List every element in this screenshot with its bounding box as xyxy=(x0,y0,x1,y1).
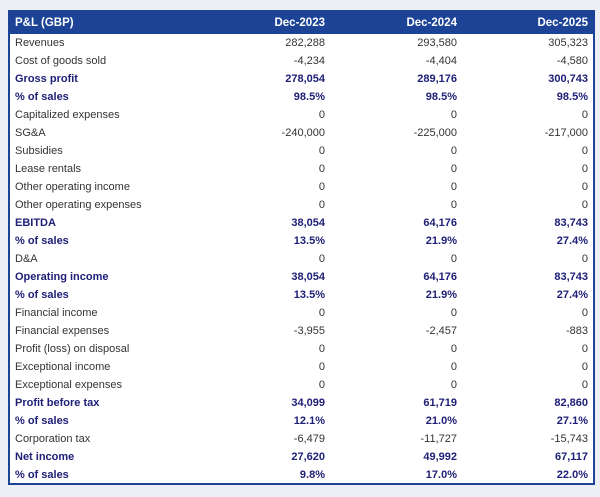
cell-value: 0 xyxy=(198,358,330,376)
cell-value: -15,743 xyxy=(462,430,594,448)
row-label: D&A xyxy=(9,250,198,268)
cell-value: 21.0% xyxy=(330,412,462,430)
cell-value: -3,955 xyxy=(198,322,330,340)
table-row xyxy=(9,160,594,178)
table-row xyxy=(9,178,594,196)
header-col-dec-2025: Dec-2025 xyxy=(462,11,594,34)
cell-value: 64,176 xyxy=(330,268,462,286)
table-row xyxy=(9,34,594,52)
pnl-table xyxy=(8,10,595,485)
row-label: EBITDA xyxy=(9,214,198,232)
cell-value: 38,054 xyxy=(198,214,330,232)
cell-value: 0 xyxy=(198,160,330,178)
table-row xyxy=(9,412,594,430)
cell-value: 0 xyxy=(462,106,594,124)
header-row xyxy=(9,11,594,34)
cell-value: 305,323 xyxy=(462,34,594,52)
cell-value: 0 xyxy=(330,196,462,214)
cell-value: -4,234 xyxy=(198,52,330,70)
cell-value: 0 xyxy=(330,142,462,160)
cell-value: 0 xyxy=(462,304,594,322)
cell-value: 21.9% xyxy=(330,232,462,250)
row-label: % of sales xyxy=(9,286,198,304)
cell-value: 0 xyxy=(198,340,330,358)
table-row xyxy=(9,124,594,142)
cell-value: 0 xyxy=(198,250,330,268)
table-row xyxy=(9,322,594,340)
table-row xyxy=(9,286,594,304)
cell-value: 0 xyxy=(330,376,462,394)
cell-value: 64,176 xyxy=(330,214,462,232)
row-label: Subsidies xyxy=(9,142,198,160)
cell-value: 9.8% xyxy=(198,466,330,484)
table-row xyxy=(9,304,594,322)
cell-value: 12.1% xyxy=(198,412,330,430)
cell-value: -217,000 xyxy=(462,124,594,142)
cell-value: -225,000 xyxy=(330,124,462,142)
cell-value: 300,743 xyxy=(462,70,594,88)
cell-value: 282,288 xyxy=(198,34,330,52)
table-row xyxy=(9,106,594,124)
cell-value: 0 xyxy=(198,376,330,394)
cell-value: -6,479 xyxy=(198,430,330,448)
cell-value: 49,992 xyxy=(330,448,462,466)
cell-value: 0 xyxy=(462,142,594,160)
cell-value: 0 xyxy=(462,250,594,268)
table-row xyxy=(9,232,594,250)
cell-value: 98.5% xyxy=(462,88,594,106)
cell-value: 98.5% xyxy=(330,88,462,106)
table-row xyxy=(9,466,594,484)
cell-value: 278,054 xyxy=(198,70,330,88)
cell-value: 13.5% xyxy=(198,232,330,250)
row-label: Exceptional expenses xyxy=(9,376,198,394)
row-label: % of sales xyxy=(9,466,198,484)
row-label: % of sales xyxy=(9,232,198,250)
table-row xyxy=(9,430,594,448)
row-label: Capitalized expenses xyxy=(9,106,198,124)
table-row xyxy=(9,142,594,160)
row-label: Operating income xyxy=(9,268,198,286)
row-label: SG&A xyxy=(9,124,198,142)
cell-value: 17.0% xyxy=(330,466,462,484)
cell-value: 0 xyxy=(198,196,330,214)
header-col-dec-2024: Dec-2024 xyxy=(330,11,462,34)
cell-value: 0 xyxy=(462,358,594,376)
cell-value: 0 xyxy=(198,178,330,196)
cell-value: -11,727 xyxy=(330,430,462,448)
table-row xyxy=(9,52,594,70)
cell-value: 0 xyxy=(330,358,462,376)
cell-value: 67,117 xyxy=(462,448,594,466)
row-label: Other operating income xyxy=(9,178,198,196)
cell-value: 83,743 xyxy=(462,268,594,286)
cell-value: 82,860 xyxy=(462,394,594,412)
header-title: P&L (GBP) xyxy=(9,11,198,34)
cell-value: 61,719 xyxy=(330,394,462,412)
row-label: Financial expenses xyxy=(9,322,198,340)
table-row xyxy=(9,214,594,232)
table-row xyxy=(9,196,594,214)
cell-value: 289,176 xyxy=(330,70,462,88)
cell-value: 0 xyxy=(462,160,594,178)
cell-value: 13.5% xyxy=(198,286,330,304)
cell-value: 293,580 xyxy=(330,34,462,52)
table-row xyxy=(9,88,594,106)
row-label: Corporation tax xyxy=(9,430,198,448)
table-row xyxy=(9,268,594,286)
cell-value: 0 xyxy=(462,376,594,394)
table-row xyxy=(9,358,594,376)
table-header xyxy=(9,11,594,34)
row-label: Profit before tax xyxy=(9,394,198,412)
table-row xyxy=(9,448,594,466)
cell-value: 0 xyxy=(330,340,462,358)
cell-value: 0 xyxy=(462,178,594,196)
cell-value: 0 xyxy=(462,340,594,358)
row-label: Cost of goods sold xyxy=(9,52,198,70)
table-row xyxy=(9,70,594,88)
cell-value: 21.9% xyxy=(330,286,462,304)
cell-value: 0 xyxy=(330,304,462,322)
cell-value: -4,404 xyxy=(330,52,462,70)
cell-value: 0 xyxy=(198,106,330,124)
cell-value: -240,000 xyxy=(198,124,330,142)
cell-value: 22.0% xyxy=(462,466,594,484)
cell-value: 83,743 xyxy=(462,214,594,232)
row-label: Profit (loss) on disposal xyxy=(9,340,198,358)
row-label: Net income xyxy=(9,448,198,466)
cell-value: 0 xyxy=(462,196,594,214)
cell-value: 98.5% xyxy=(198,88,330,106)
cell-value: 27.1% xyxy=(462,412,594,430)
table-row xyxy=(9,376,594,394)
row-label: Lease rentals xyxy=(9,160,198,178)
cell-value: 0 xyxy=(330,250,462,268)
cell-value: -2,457 xyxy=(330,322,462,340)
table-row xyxy=(9,340,594,358)
cell-value: 0 xyxy=(330,106,462,124)
row-label: Revenues xyxy=(9,34,198,52)
cell-value: -883 xyxy=(462,322,594,340)
header-col-dec-2023: Dec-2023 xyxy=(198,11,330,34)
table-row xyxy=(9,250,594,268)
cell-value: 27.4% xyxy=(462,232,594,250)
table-row xyxy=(9,394,594,412)
cell-value: 34,099 xyxy=(198,394,330,412)
row-label: % of sales xyxy=(9,88,198,106)
cell-value: 0 xyxy=(198,142,330,160)
cell-value: -4,580 xyxy=(462,52,594,70)
row-label: Exceptional income xyxy=(9,358,198,376)
row-label: % of sales xyxy=(9,412,198,430)
cell-value: 27.4% xyxy=(462,286,594,304)
cell-value: 0 xyxy=(198,304,330,322)
row-label: Other operating expenses xyxy=(9,196,198,214)
row-label: Gross profit xyxy=(9,70,198,88)
cell-value: 0 xyxy=(330,160,462,178)
cell-value: 27,620 xyxy=(198,448,330,466)
cell-value: 38,054 xyxy=(198,268,330,286)
cell-value: 0 xyxy=(330,178,462,196)
table-body xyxy=(9,34,594,484)
row-label: Financial income xyxy=(9,304,198,322)
